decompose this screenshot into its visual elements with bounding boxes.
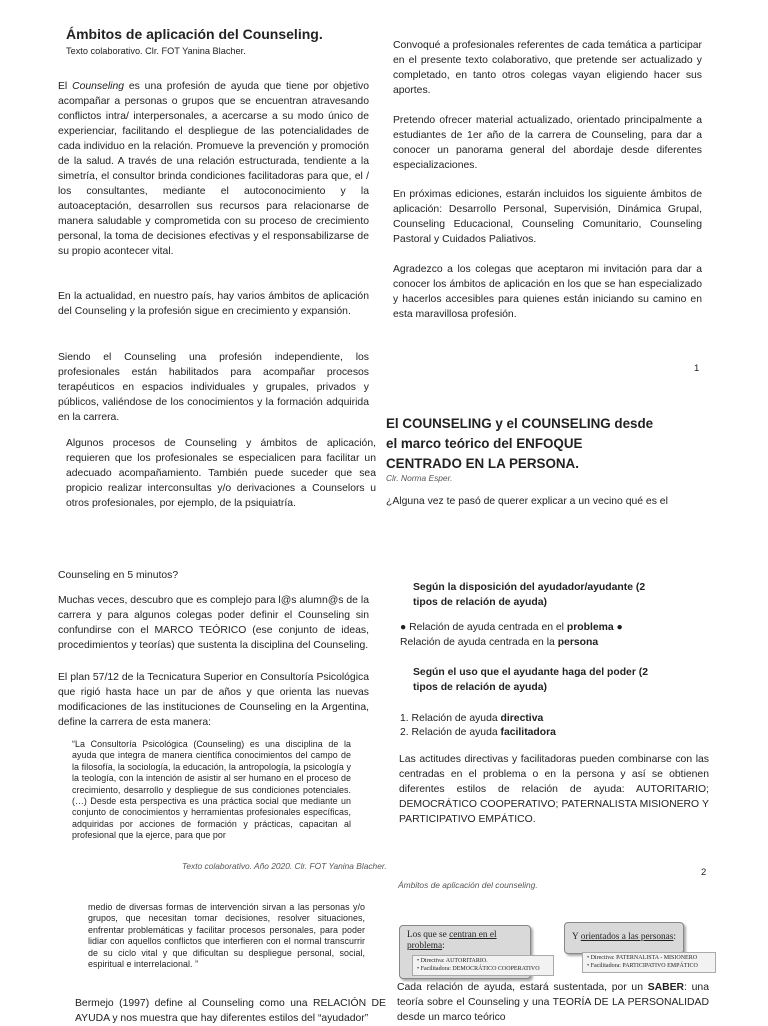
box-item: • Facilitadora: DEMOCRÁTICO COOPERATIVO: [417, 965, 540, 972]
underlined-term: centran en el problema: [407, 930, 497, 951]
quote-definition: “La Consultoría Psicológica (Counseling) es una disciplina de la ayuda que integra de manera científica conocimientos del campo de la filosofía, la sociología, la educación, la antropología, la psicología y la teología, con la intención de asistir al ser humano en el proceso de crecimiento, desarrollo y despliegue de sus condiciones potenciales. (…) Desde esta perspectiva es una práctica social que mediante un conjunto de conocimientos y herramientas profesionales específicas, adquiridas por acciones de formación y prácticas, capacitan al profesional que la ejerce, para que por: [72, 739, 351, 841]
bold-term: persona: [557, 637, 599, 648]
author: Clr. Norma Esper.: [386, 473, 453, 483]
paragraph-cinco-minutos: Counseling en 5 minutos?: [58, 570, 179, 581]
heading-line: Según el uso que el ayudante haga del poder (2: [413, 667, 648, 678]
title-line: el marco teórico del ENFOQUE: [386, 436, 583, 451]
bold-term: facilitadora: [500, 727, 556, 738]
text-run: 2. Relación de ayuda: [400, 727, 501, 738]
box-item: • Directiva: PATERNALISTA - MISIONERO: [587, 955, 698, 961]
page-number: 1: [694, 363, 700, 374]
title-line: El COUNSELING y el COUNSELING desde: [386, 416, 654, 431]
text-run: :: [673, 932, 676, 942]
diagram-box-persona: [564, 922, 684, 954]
list-item-persona: [400, 635, 598, 650]
bold-term: directiva: [500, 713, 544, 724]
bold-term: SABER: [647, 982, 685, 993]
text-run: ● Relación de ayuda centrada en el: [400, 622, 567, 633]
page-title: Ámbitos de aplicación del Counseling.: [66, 26, 323, 42]
heading-poder: [413, 665, 713, 695]
paragraph-profesion: Siendo el Counseling una profesión independiente, los profesionales están habilitados para acompañar procesos terapéuticos en espacios individuales y grupales, privados y públicos, valiéndose de los conocimientos y la formación adquirida en la carrera.: [58, 352, 369, 423]
paragraph-saber: [397, 980, 709, 1025]
page-subtitle: Texto colaborativo. Clr. FOT Yanina Blacher.: [66, 46, 246, 56]
list-item-directiva: [400, 711, 543, 726]
paragraph-convoque: Convoqué a profesionales referentes de cada temática a participar en el presente texto colaborativo, que pretende ser actualizado y completado, en tanto otros colegas vayan eligiendo hacer sus aportes.: [393, 40, 702, 96]
text-run: El: [58, 81, 73, 92]
text-run: : una teoría sobre el Counseling y una TEORÍA DE LA PERSONALIDAD desde un marco teórico: [397, 982, 709, 1023]
paragraph-bermejo: Bermejo (1997) define al Counseling como una RELACIÓN DE AYUDA y nos muestra que hay diferentes estilos del “ayudador”: [75, 998, 386, 1024]
paragraph-pretendo: Pretendo ofrecer material actualizado, orientado principalmente a estudiantes de 1er año de la carrera de Counseling, para dar a conocer un panorama general del abordaje desde diferentes especializaciones.: [393, 115, 702, 171]
footer-left: Texto colaborativo. Año 2020. Clr. FOT Yanina Blacher.: [182, 861, 387, 871]
counseling-term: Counseling: [72, 81, 125, 92]
box-item: • Directiva: AUTORITARIO.: [417, 958, 488, 964]
box-title: [400, 926, 530, 952]
list-item-facilitadora: [400, 725, 556, 740]
text-run: Los que se: [407, 930, 450, 940]
underlined-term: orientados a las personas: [580, 932, 674, 942]
box-title: [565, 923, 683, 943]
box-item: • Facilitadora: PARTICIPATIVO EMPÁTICO: [587, 962, 698, 969]
paragraph-muchas-veces: Muchas veces, descubro que es complejo para l@s alumn@s de la carrera y para algunos colegas poder definir el Counseling sin confundirse con el MARCO TEÓRICO (ese conjunto de ideas, procedimientos y teorías) que sustenta la disciplina del Counseling.: [58, 595, 369, 651]
paragraph-agradezco: Agradezco a los colegas que aceptaron mi invitación para dar a conocer los ámbitos de aplicación en los que se han especializado y hacerlos accesibles para quienes están iniciando su camino en esta maravillosa profesión.: [393, 264, 702, 320]
text-run: Y: [572, 932, 581, 942]
text-run: ●: [613, 622, 623, 633]
heading-line: tipos de relación de ayuda): [413, 597, 547, 608]
bold-term: problema: [566, 622, 614, 633]
heading-line: tipos de relación de ayuda): [413, 682, 547, 693]
quote-continuation: medio de diversas formas de intervención sirvan a las personas y/o grupos, que necesitan tomar decisiones, resolver situaciones, enfrentar problemáticas y facilitar procesos personales, para poder lidiar con aquellos conflictos que interfieren con el normal transcurrir de su ciclo vital y que dificultan su despliegue personal, social, espiritual e interrelacional. ”: [88, 902, 365, 970]
heading-line: Según la disposición del ayudador/ayudante (2: [413, 582, 646, 593]
text-run: es una profesión de ayuda que tiene por objetivo acompañar a personas o grupos que se encuentran atravesando conflictos intra/ interpersonales, a acercarse a su modo único de experienciar, facilitando el despliegue de las potencialidades de cada individuo en la relación. Promueve la prevención y promoción de la salud. A través de una relación estructurada, tendiente a la simetría, el consultor brinda condiciones facilitadoras para que, el / los consultantes, mediante el autoconocimiento y la autoaceptación, desarrollen sus recursos para relacionarse de manera saludable y comprometida con su proceso de crecimiento personal, la toma de decisiones efectivas y el responsabilizarse de su propio acontecer vital.: [58, 81, 369, 257]
title-line: CENTRADO EN LA PERSONA.: [386, 456, 579, 471]
page-number: 2: [701, 867, 707, 878]
paragraph-intro: [58, 79, 369, 259]
paragraph-procesos: Algunos procesos de Counseling y ámbitos de aplicación, requieren que los profesionales se especialicen para facilitar un adecuado acompañamiento. También puede suceder que sea propicio realizar interconsultas y/o derivaciones a Counselors u otros profesionales, por ejemplo, de la psiquiatría.: [66, 438, 376, 509]
box-items: [582, 952, 716, 973]
text-run: :: [442, 941, 445, 951]
text-run: Cada relación de ayuda, estará sustentada, por un: [397, 982, 648, 993]
heading-disposicion: [413, 580, 713, 610]
paragraph-actitudes: Las actitudes directivas y facilitadoras pueden combinarse con las centradas en el problema o en la persona y así se obtienen diferentes estilos de relación de ayuda: AUTORITARIO; DEMOCRÁTICO COOPERATIVO; PATERNALISTA MISIONERO Y PARTICIPATIVO EMPÁTICO.: [399, 754, 709, 825]
paragraph-vecino: ¿Alguna vez te pasó de querer explicar a un vecino qué es el: [386, 496, 668, 507]
footer-right: Ámbitos de aplicación del counseling.: [398, 880, 538, 890]
paragraph-actualidad: En la actualidad, en nuestro país, hay varios ámbitos de aplicación del Counseling y la profesión sigue en crecimiento y expansión.: [58, 291, 369, 317]
text-run: 1. Relación de ayuda: [400, 713, 501, 724]
box-items: [412, 955, 554, 976]
text-run: Relación de ayuda centrada en la: [400, 637, 558, 648]
paragraph-ediciones: En próximas ediciones, estarán incluidos los siguiente ámbitos de aplicación: Desarrollo Personal, Supervisión, Dinámica Grupal, Counseling Educacional, Counseling Comunitario, Counseling Pastoral y Cuidados Paliativos.: [393, 189, 702, 245]
diagram-box-problema: [399, 925, 540, 979]
list-item-problema: [400, 620, 623, 635]
section-title: [386, 414, 686, 474]
paragraph-plan: El plan 57/12 de la Tecnicatura Superior en Consultoría Psicológica que rigió hasta hace un par de años y que orienta las nuevas modificaciones de las instituciones de Counseling en la Argentina, define la carrera de esta manera:: [58, 672, 369, 728]
